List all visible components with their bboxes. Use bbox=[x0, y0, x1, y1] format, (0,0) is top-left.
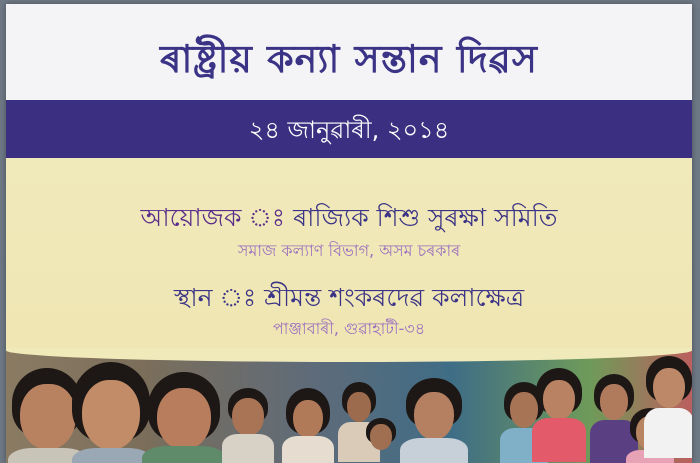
banner-title: ৰাষ্ট্ৰীয় কন্যা সন্তান দিৱস bbox=[159, 37, 539, 81]
banner bbox=[6, 4, 692, 463]
venue-address: পাঞ্জাবাৰী, গুৱাহাটী-৩৪ bbox=[272, 319, 426, 338]
organizer-line bbox=[6, 198, 692, 241]
organizer-label: আয়োজক ঃ bbox=[140, 203, 286, 232]
organizer-subtitle: সমাজ কল্যাণ বিভাগ, অসম চৰকাৰ bbox=[237, 241, 461, 260]
info-panel bbox=[6, 158, 692, 348]
venue-line: স্থান ঃ শ্ৰীমন্ত শংকৰদেৱ কলাক্ষেত্ৰ bbox=[173, 283, 525, 312]
organizer-name: ৰাজ্যিক শিশু সুৰক্ষা সমিতি bbox=[293, 203, 558, 232]
children-photo-strip bbox=[6, 348, 692, 463]
date-band bbox=[6, 100, 692, 158]
event-date: ২৪ জানুৱাৰী, ২০১৪ bbox=[248, 116, 450, 144]
